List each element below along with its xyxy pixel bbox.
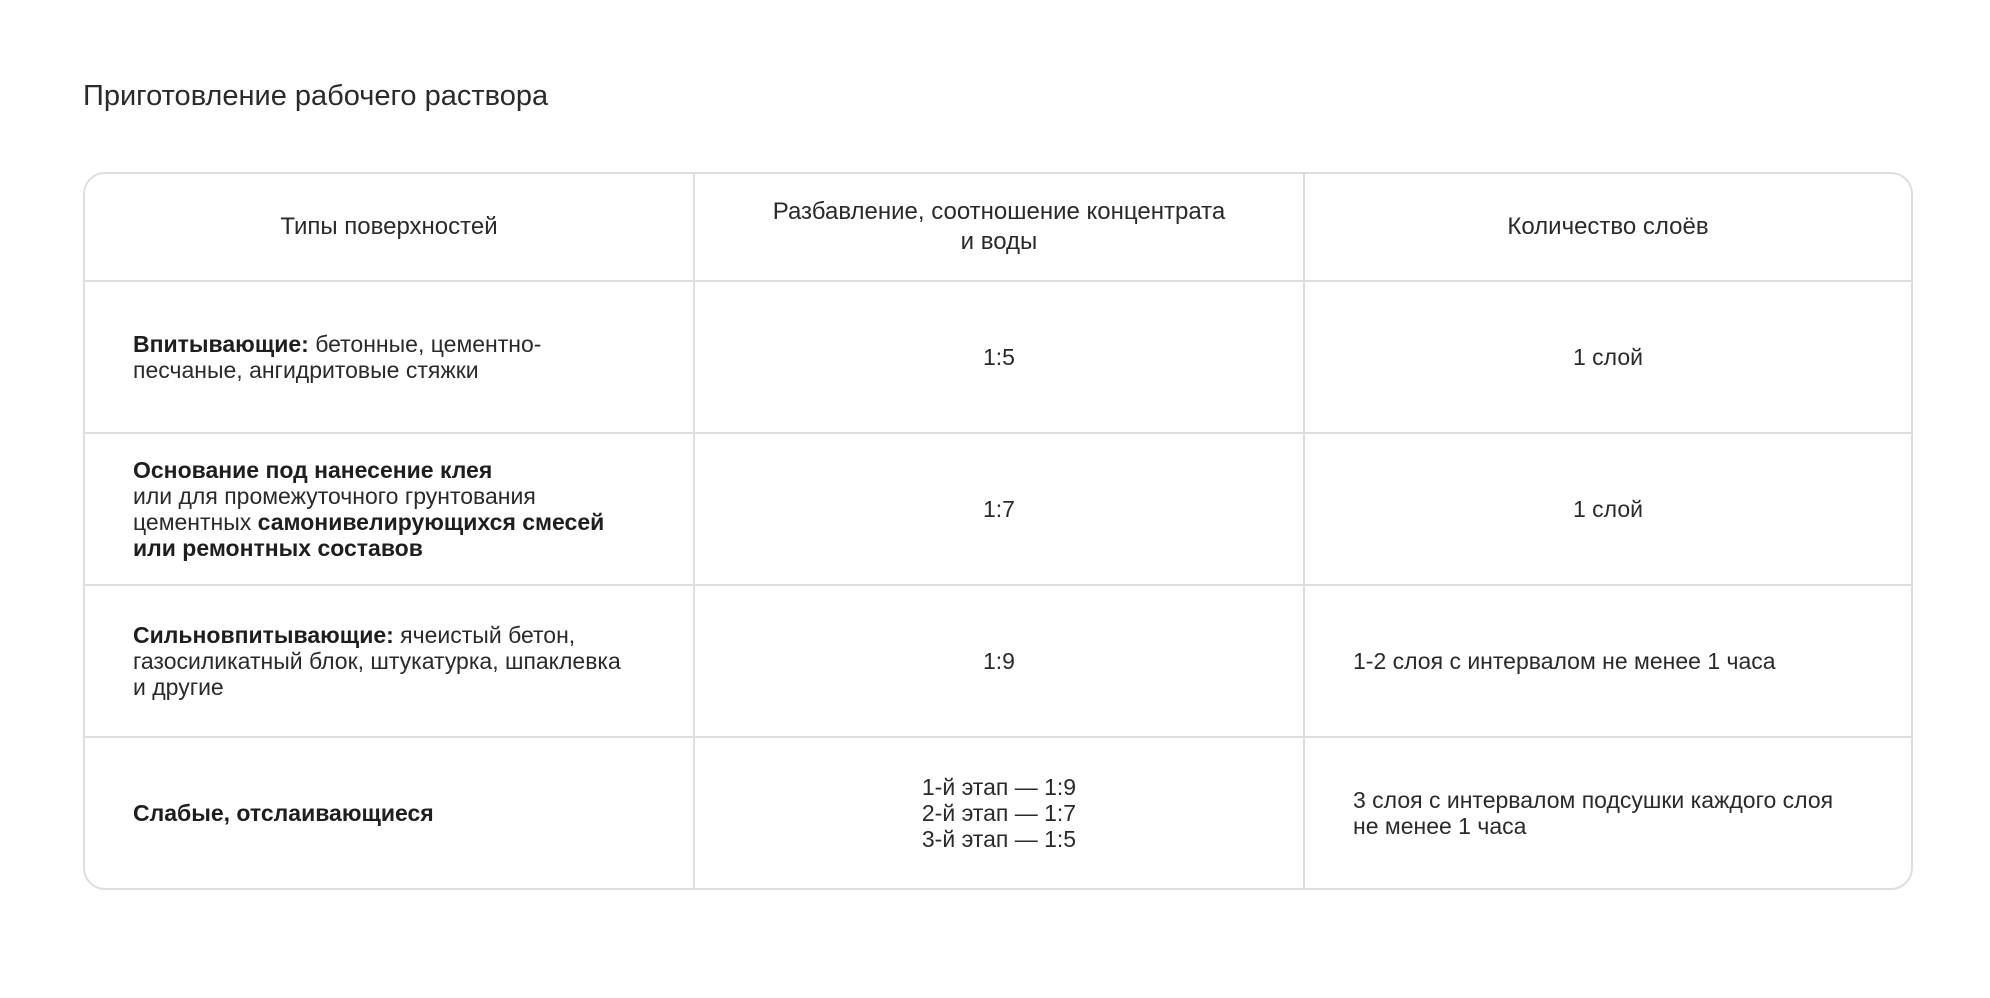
dilution-stage-1: 1-й этап — 1:9 <box>921 774 1077 800</box>
header-dilution-line-2: и воды <box>960 228 1038 255</box>
surface-text: песчаные, ангидритовые стяжки <box>133 357 479 383</box>
surface-type-bold: Слабые, отслаивающиеся <box>133 800 434 826</box>
table-row-2-surface <box>85 434 695 586</box>
surface-text: газосиликатный блок, штукатурка, шпаклевка <box>133 648 621 674</box>
surface-type-bold: Впитывающие: <box>133 331 309 357</box>
table-row-1-surface <box>85 282 695 434</box>
table-row-1-layers <box>1305 282 1911 434</box>
surface-type-bold: Основание под нанесение клея <box>133 457 493 483</box>
surface-description <box>133 331 541 383</box>
table-row-4-dilution <box>695 738 1305 888</box>
surface-text: и другие <box>133 674 224 700</box>
header-dilution-line-1: Разбавление, соотношение концентрата <box>772 198 1226 225</box>
table-row-1-dilution <box>695 282 1305 434</box>
layers-value: 1 слой <box>1573 344 1643 370</box>
header-dilution-label <box>773 197 1225 257</box>
header-cell-dilution <box>695 174 1305 282</box>
header-layers-label: Количество слоёв <box>1507 213 1709 240</box>
dilution-stage-3: 3-й этап — 1:5 <box>921 826 1077 852</box>
dilution-stage-2: 2-й этап — 1:7 <box>921 800 1077 826</box>
surface-type-bold: Сильновпитывающие: <box>133 622 394 648</box>
surface-text: бетонные, цементно- <box>308 331 542 357</box>
page-title: Приготовление рабочего раствора <box>83 80 549 112</box>
dilution-stages <box>922 774 1076 852</box>
header-surface-types-label: Типы поверхностей <box>280 213 498 240</box>
surface-type-bold: или ремонтных составов <box>133 535 423 561</box>
header-cell-layers <box>1305 174 1911 282</box>
surface-type-bold: самонивелирующихся смесей <box>257 509 605 535</box>
table-row-4-surface <box>85 738 695 888</box>
table-row-3-surface <box>85 586 695 738</box>
surface-description <box>133 622 621 700</box>
table-row-3-layers <box>1305 586 1911 738</box>
layers-text: 3 слоя с интервалом подсушки каждого слоя <box>1353 787 1834 813</box>
surface-text: цементных <box>133 509 258 535</box>
surface-text: или для промежуточного грунтования <box>133 483 536 509</box>
table-row-2-dilution <box>695 434 1305 586</box>
surface-description <box>133 457 604 561</box>
dilution-value: 1:5 <box>983 344 1015 370</box>
header-cell-surface-types <box>85 174 695 282</box>
surface-text: ячеистый бетон, <box>393 622 576 648</box>
layers-text: не менее 1 часа <box>1353 813 1527 839</box>
dilution-value: 1:9 <box>983 648 1015 674</box>
solution-table <box>83 172 1913 890</box>
table-row-4-layers <box>1305 738 1911 888</box>
dilution-value: 1:7 <box>983 496 1015 522</box>
table-row-2-layers <box>1305 434 1911 586</box>
layers-value: 1 слой <box>1573 496 1643 522</box>
table-row-3-dilution <box>695 586 1305 738</box>
layers-value <box>1353 787 1833 839</box>
layers-value: 1-2 слоя с интервалом не менее 1 часа <box>1353 648 1776 674</box>
